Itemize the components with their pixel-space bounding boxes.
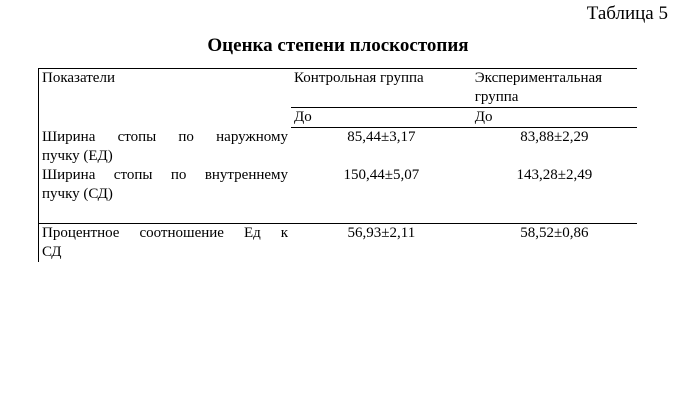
row-control-value: 56,93±2,11 bbox=[291, 223, 472, 262]
header-row bbox=[39, 69, 638, 108]
header-experimental-line2: группа bbox=[474, 89, 519, 105]
row-control-value: 150,44±5,07 bbox=[343, 166, 420, 183]
row-experimental-value: 58,52±0,86 bbox=[472, 223, 637, 262]
header-experimental-group bbox=[472, 69, 637, 108]
row-label-line1: Процентное соотношение Ед к bbox=[42, 224, 289, 241]
header-experimental-line1: Экспериментальная bbox=[474, 70, 603, 86]
row-label-line1: Ширина стопы по внутреннему bbox=[42, 166, 289, 183]
subheader-experimental: До bbox=[472, 108, 637, 128]
row-label-line2: пучку (СД) bbox=[42, 185, 113, 202]
header-control-group: Контрольная группа bbox=[291, 69, 472, 108]
header-indicator: Показатели bbox=[39, 69, 292, 128]
row-label bbox=[39, 128, 292, 166]
row-label-line2: СД bbox=[42, 243, 62, 260]
table-caption: Таблица 5 bbox=[586, 3, 668, 24]
row-experimental-value: 143,28±2,49 bbox=[516, 166, 593, 183]
table-row bbox=[39, 223, 638, 262]
flatfoot-table bbox=[38, 68, 637, 262]
row-label-line2: пучку (ЕД) bbox=[42, 147, 113, 164]
row-experimental-value: 83,88±2,29 bbox=[520, 129, 589, 145]
row-label-line1: Ширина стопы по наружному bbox=[42, 128, 289, 145]
table-row bbox=[39, 128, 638, 166]
row-label bbox=[39, 166, 292, 224]
row-label bbox=[39, 223, 292, 262]
table-row bbox=[39, 166, 638, 224]
row-control-value: 85,44±3,17 bbox=[347, 129, 416, 145]
table-title: Оценка степени плоскостопия bbox=[207, 35, 469, 56]
subheader-control: До bbox=[291, 108, 472, 128]
